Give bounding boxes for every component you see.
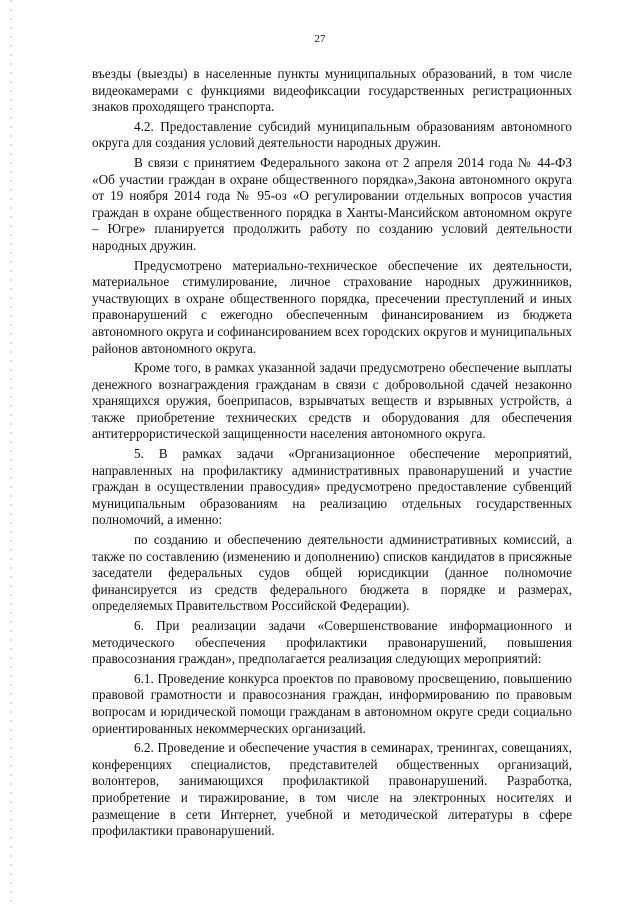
document-body <box>92 66 572 843</box>
paragraph-weapons-reward: Кроме того, в рамках указанной задачи предусмотрено обеспечение выплаты денежного вознаграждения гражданам в связи с добровольной сдачей незаконно хранящихся оружия, боеприпасов, взрывчатых веществ и взрывных устройств, а также приобретение технических средств и оборудования для обеспечения антитеррористической защищенности населения автономного округа. <box>92 360 572 442</box>
paragraph-cameras: въезды (выезды) в населенные пункты муниципальных образований, в том числе видеокамерами с функциями видеофиксации государственных регистрационных знаков проходящего транспорта. <box>92 66 572 115</box>
paragraph-6-2-seminars: 6.2. Проведение и обеспечение участия в семинарах, тренингах, совещаниях, конференциях специалистов, представителей общественных организаций, волонтеров, занимающихся профилактикой правонарушений. Разработка, приобретение и тиражирование, в том числе на электронных носителях и размещение в сети Интернет, учебной и методической литературы в сфере профилактики правонарушений. <box>92 740 572 839</box>
paragraph-material-support: Предусмотрено материально-техническое обеспечение их деятельности, материальное стимулирование, личное страхование народных дружинников, участвующих в охране общественного порядка, пресечении преступлений и иных правонарушений с ежегодно обеспеченным финансированием из бюджета автономного округа и софинансированием всех городских округов и муниципальных районов автономного округа. <box>92 257 572 356</box>
paragraph-5-organizational: 5. В рамках задачи «Организационное обеспечение мероприятий, направленных на профилактику административных правонарушений и участие граждан в осуществлении правосудия» предусмотрено предоставление субвенций муниципальным образованиям на реализацию отдельных государственных полномочий, а именно: <box>92 446 572 528</box>
paragraph-6-1-contest: 6.1. Проведение конкурса проектов по правовому просвещению, повышению правовой грамотности и правосознания граждан, информированию по правовым вопросам и юридической помощи гражданам в автономном округе среди социально ориентированных некоммерческих организаций. <box>92 670 572 736</box>
paragraph-4-2-subsidies: 4.2. Предоставление субсидий муниципальным образованиям автономного округа для создания условий деятельности народных дружин. <box>92 118 572 151</box>
page-number: 27 <box>314 33 326 45</box>
paragraph-federal-law: В связи с принятием Федерального закона от 2 апреля 2014 года № 44-ФЗ «Об участии граждан в охране общественного порядка»,Закона автономного округа от 19 ноября 2014 года № 95-оз «О регулировании отдельных вопросов участия граждан в охране общественного порядка в Ханты-Мансийском автономном округе – Югре» планируется продолжить работу по созданию условий деятельности народных дружин. <box>92 154 572 253</box>
paragraph-admin-commissions: по созданию и обеспечению деятельности административных комиссий, а также по составлению (изменению и дополнению) списков кандидатов в присяжные заседатели федеральных судов общей юрисдикции (данное полномочие финансируется из средств федерального бюджета в порядке и размерах, определяемых Правительством Российской Федерации). <box>92 532 572 614</box>
scan-margin-marks <box>10 0 12 905</box>
paragraph-6-information: 6. При реализации задачи «Совершенствование информационного и методического обеспечения профилактики правонарушений, повышения правосознания граждан», предполагается реализация следующих мероприятий: <box>92 618 572 667</box>
